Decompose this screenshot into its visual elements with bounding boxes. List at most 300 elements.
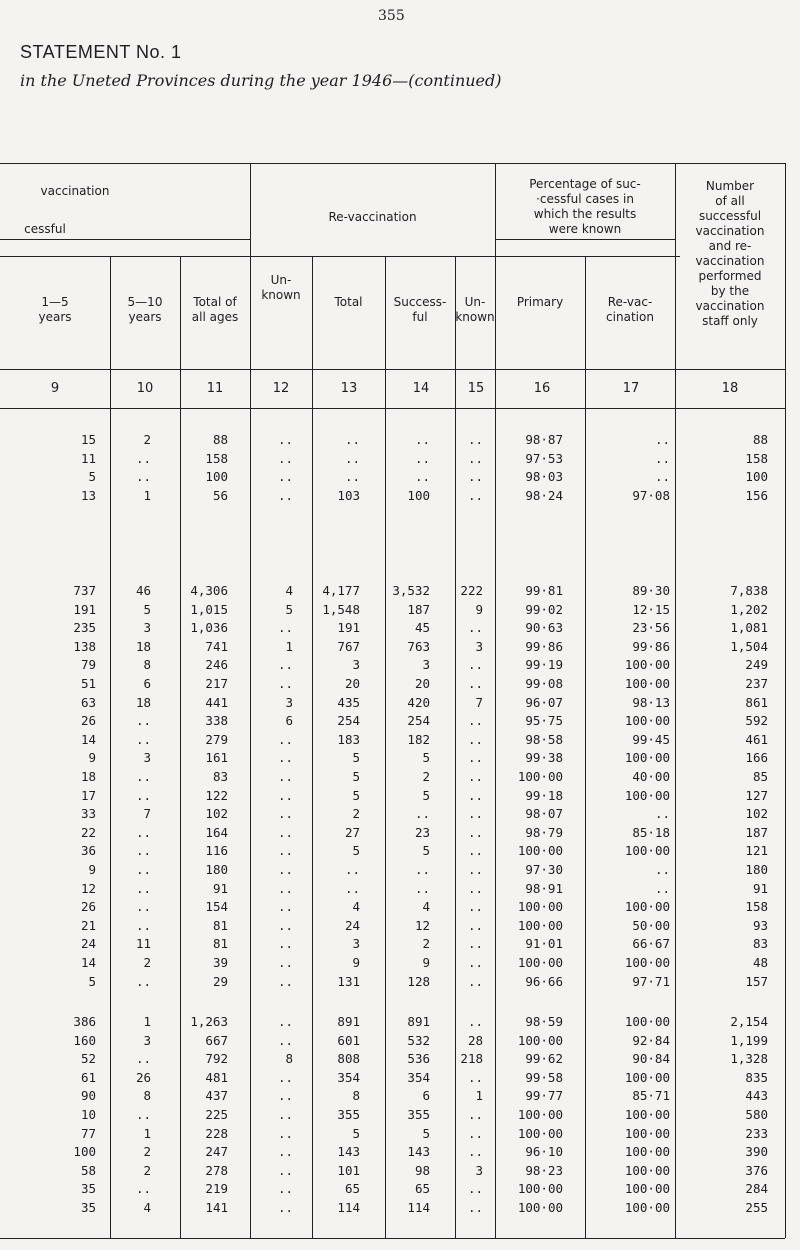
table-cell: 9 [88, 862, 96, 877]
table-cell: .. [467, 487, 483, 503]
table-cell: 237 [745, 676, 768, 691]
table-cell: 29 [212, 973, 228, 989]
table-cell: 100·00 [624, 899, 670, 915]
table-cell: 5 [285, 601, 293, 617]
table-cell: 154 [205, 899, 228, 915]
table-cell: 1,202 [730, 601, 768, 617]
table-cell: .. [135, 917, 151, 933]
table-cell: 36 [80, 843, 96, 859]
table-cell: 2 [143, 1144, 151, 1160]
table-cell: 100·00 [517, 1107, 563, 1122]
table-cell: .. [135, 843, 151, 859]
table-cell: .. [414, 432, 430, 447]
table-cell: .. [467, 731, 483, 747]
table-cell: 7 [475, 694, 483, 710]
table-cell: .. [277, 1144, 293, 1160]
table-cell: 9 [88, 750, 96, 766]
table-cell: .. [654, 432, 670, 447]
table-cell: 1 [143, 487, 151, 503]
table-cell: 156 [745, 487, 768, 503]
table-cell: .. [135, 824, 151, 840]
table-cell: 100·00 [517, 899, 563, 915]
page-number: 355 [378, 8, 405, 24]
table-cell: 235 [73, 620, 96, 636]
table-cell: 85·18 [632, 824, 670, 840]
table-cell: 91 [212, 880, 228, 896]
table-cell: 7 [143, 806, 151, 822]
table-cell: .. [277, 862, 293, 877]
table-cell: 66·67 [632, 936, 670, 952]
table-cell: 5 [352, 1125, 360, 1141]
table-cell: .. [135, 713, 151, 729]
table-cell: 6 [285, 713, 293, 729]
table-cell: 180 [745, 862, 768, 877]
col-header-primary: Primary [516, 295, 564, 309]
table-cell: 39 [212, 955, 228, 970]
table-cell: 99·08 [525, 676, 563, 691]
table-cell: 233 [745, 1125, 768, 1141]
table-cell: 2 [143, 432, 151, 447]
table-cell: .. [135, 1107, 151, 1122]
table-cell: .. [135, 469, 151, 485]
table-cell: 18 [80, 769, 96, 784]
table-cell: 5 [143, 601, 151, 617]
table-cell: 166 [745, 750, 768, 766]
table-cell: .. [277, 936, 293, 952]
table-cell: 228 [205, 1125, 228, 1141]
table-cell: 100·00 [624, 787, 670, 803]
table-cell: 1 [143, 1014, 151, 1029]
table-cell: 21 [80, 917, 96, 933]
table-cell: .. [277, 1125, 293, 1141]
table-cell: 128 [407, 973, 430, 989]
table-cell: .. [467, 450, 483, 466]
table-cell: .. [277, 1200, 293, 1215]
table-cell: 180 [205, 862, 228, 877]
table-cell: 138 [73, 638, 96, 654]
table-cell: 35 [80, 1181, 96, 1197]
table-cell: 24 [344, 917, 360, 933]
table-cell: 81 [212, 936, 228, 952]
table-cell: 90·63 [525, 620, 563, 636]
table-cell: 158 [205, 450, 228, 466]
table-cell: .. [344, 450, 360, 466]
table-cell: 225 [205, 1107, 228, 1122]
table-cell: .. [277, 880, 293, 896]
table-cell: 6 [422, 1088, 430, 1104]
table-cell: 218 [460, 1051, 483, 1067]
table-cell: 861 [745, 694, 768, 710]
table-cell: 737 [73, 583, 96, 598]
table-cell: 65 [344, 1181, 360, 1197]
table-cell: 7,838 [730, 583, 768, 598]
table-cell: 98·07 [525, 806, 563, 822]
table-cell: .. [654, 450, 670, 466]
column-number: 15 [467, 381, 485, 396]
table-cell: 158 [745, 450, 768, 466]
table-cell: 279 [205, 731, 228, 747]
table-cell: 85·71 [632, 1088, 670, 1104]
table-cell: 187 [407, 601, 430, 617]
table-cell: 33 [80, 806, 96, 822]
table-cell: 98·24 [525, 487, 563, 503]
table-cell: 56 [212, 487, 228, 503]
table-cell: 3 [352, 936, 360, 952]
table-cell: 4 [352, 899, 360, 915]
table-cell: 65 [414, 1181, 430, 1197]
table-cell: 50·00 [632, 917, 670, 933]
table-cell: .. [344, 432, 360, 447]
table-cell: 100·00 [517, 917, 563, 933]
table-cell: .. [467, 917, 483, 933]
table-cell: 1,548 [322, 601, 360, 617]
table-cell: 247 [205, 1144, 228, 1160]
table-cell: .. [135, 787, 151, 803]
table-cell: 1,199 [730, 1032, 768, 1048]
table-cell: 100·00 [624, 1069, 670, 1085]
table-cell: 143 [337, 1144, 360, 1160]
table-cell: 17 [80, 787, 96, 803]
table-cell: 100·00 [624, 750, 670, 766]
table-cell: 131 [337, 973, 360, 989]
table-cell: .. [414, 450, 430, 466]
table-cell: 1,015 [190, 601, 228, 617]
table-cell: 98·91 [525, 880, 563, 896]
table-cell: 2 [143, 1162, 151, 1178]
table-cell: 99·86 [525, 638, 563, 654]
table-cell: 99·86 [632, 638, 670, 654]
table-cell: 12·15 [632, 601, 670, 617]
table-cell: 1 [475, 1088, 483, 1104]
table-cell: 89·30 [632, 583, 670, 598]
statement-subtitle: in the Uneted Provinces during the year 1946—(continued) [20, 71, 502, 90]
table-cell: 58 [80, 1162, 96, 1178]
table-cell: 100·00 [624, 1144, 670, 1160]
table-cell: .. [414, 880, 430, 896]
column-number: 18 [721, 381, 739, 396]
table-cell: 255 [745, 1200, 768, 1215]
table-cell: 5 [352, 769, 360, 784]
table-cell: .. [344, 880, 360, 896]
group-header-revaccination: Re-vaccination [328, 210, 417, 224]
table-cell: 182 [407, 731, 430, 747]
table-cell: 4 [143, 1200, 151, 1215]
table-cell: .. [467, 1200, 483, 1215]
table-cell: 100·00 [517, 843, 563, 859]
table-cell: 99·81 [525, 583, 563, 598]
table-cell: .. [277, 955, 293, 970]
table-cell: 161 [205, 750, 228, 766]
table-cell: 437 [205, 1088, 228, 1104]
table-cell: 100·00 [624, 676, 670, 691]
table-cell: .. [277, 973, 293, 989]
table-cell: 45 [414, 620, 430, 636]
table-cell: 26 [80, 899, 96, 915]
table-cell: 1,081 [730, 620, 768, 636]
table-cell: .. [414, 862, 430, 877]
table-cell: .. [344, 862, 360, 877]
table-cell: .. [467, 676, 483, 691]
table-cell: 767 [337, 638, 360, 654]
table-cell: .. [135, 1051, 151, 1067]
table-cell: 222 [460, 583, 483, 598]
table-cell: 96·10 [525, 1144, 563, 1160]
table-cell: 5 [352, 787, 360, 803]
table-cell: .. [277, 657, 293, 673]
table-cell: 532 [407, 1032, 430, 1048]
table-cell: .. [277, 917, 293, 933]
table-cell: .. [277, 731, 293, 747]
column-number: 16 [533, 381, 551, 396]
table-cell: 93 [752, 917, 768, 933]
column-number: 13 [340, 381, 358, 396]
table-cell: 99·45 [632, 731, 670, 747]
statement-title: STATEMENT No. 1 [20, 42, 182, 62]
table-cell: .. [467, 880, 483, 896]
table-cell: 100·00 [624, 1200, 670, 1215]
table-cell: 763 [407, 638, 430, 654]
table-cell: 100·00 [624, 1107, 670, 1122]
table-cell: 102 [745, 806, 768, 822]
table-cell: 85 [752, 769, 768, 784]
table-cell: 4 [422, 899, 430, 915]
table-cell: 338 [205, 713, 228, 729]
col-header-unknown: Un- known [261, 273, 301, 302]
table-cell: 891 [407, 1014, 430, 1029]
column-number: 10 [136, 381, 154, 396]
table-cell: 1 [143, 1125, 151, 1141]
table-cell: 2 [422, 769, 430, 784]
table-cell: .. [277, 1069, 293, 1085]
table-cell: 20 [414, 676, 430, 691]
table-cell: 63 [80, 694, 96, 710]
table-cell: 2 [422, 936, 430, 952]
column-number: 11 [206, 381, 224, 396]
table-cell: .. [277, 843, 293, 859]
table-cell: 116 [205, 843, 228, 859]
table-cell: 792 [205, 1051, 228, 1067]
table-cell: 99·19 [525, 657, 563, 673]
table-cell: .. [277, 1162, 293, 1178]
table-cell: 741 [205, 638, 228, 654]
col-header-5-10-years: 5—10 years [127, 295, 163, 324]
table-cell: 52 [80, 1051, 96, 1067]
table-cell: .. [467, 432, 483, 447]
table-cell: 354 [407, 1069, 430, 1085]
table-cell: 98·59 [525, 1014, 563, 1029]
table-cell: .. [277, 1014, 293, 1029]
table-cell: 121 [745, 843, 768, 859]
table-cell: .. [467, 769, 483, 784]
col-header-revac: Re-vac- cination [606, 295, 654, 324]
table-cell: .. [467, 824, 483, 840]
table-cell: 61 [80, 1069, 96, 1085]
table-cell: 5 [88, 469, 96, 485]
table-cell: 386 [73, 1014, 96, 1029]
group-header-number: Number of all successful vaccination and re- vaccination performed by the vaccination staff only [695, 179, 765, 328]
table-cell: 9 [352, 955, 360, 970]
table-cell: 808 [337, 1051, 360, 1067]
table-cell: 164 [205, 824, 228, 840]
table-cell: 667 [205, 1032, 228, 1048]
table-cell: 217 [205, 676, 228, 691]
table-cell: 355 [337, 1107, 360, 1122]
table-cell: 90 [80, 1088, 96, 1104]
table-cell: .. [414, 806, 430, 822]
table-cell: 102 [205, 806, 228, 822]
table-cell: .. [135, 899, 151, 915]
table-cell: 40·00 [632, 769, 670, 784]
table-cell: 97·71 [632, 973, 670, 989]
table-cell: 354 [337, 1069, 360, 1085]
col-header-successful: Success- ful [393, 295, 447, 324]
table-cell: 580 [745, 1107, 768, 1122]
table-cell: 100·00 [624, 955, 670, 970]
table-cell: 157 [745, 973, 768, 989]
table-cell: 4,177 [322, 583, 360, 598]
table-cell: 3 [143, 750, 151, 766]
table-cell: 254 [337, 713, 360, 729]
table-cell: .. [277, 620, 293, 636]
table-cell: 101 [337, 1162, 360, 1178]
table-cell: .. [344, 469, 360, 485]
table-cell: 100 [73, 1144, 96, 1160]
table-cell: 114 [407, 1200, 430, 1215]
table-cell: 5 [422, 843, 430, 859]
table-cell: 3 [475, 1162, 483, 1178]
table-cell: .. [277, 469, 293, 485]
table-cell: 592 [745, 713, 768, 729]
table-cell: 26 [135, 1069, 151, 1085]
table-cell: .. [467, 713, 483, 729]
table-cell: .. [467, 620, 483, 636]
table-cell: 92·84 [632, 1032, 670, 1048]
col-header-unknown-2: Un- known [455, 295, 495, 324]
table-cell: 1 [285, 638, 293, 654]
table-cell: 99·77 [525, 1088, 563, 1104]
table-cell: 97·53 [525, 450, 563, 466]
table-cell: 77 [80, 1125, 96, 1141]
table-cell: .. [467, 1014, 483, 1029]
table-cell: .. [467, 973, 483, 989]
table-cell: 98·13 [632, 694, 670, 710]
table-cell: 481 [205, 1069, 228, 1085]
col-header-total-all-ages: Total of all ages [191, 295, 239, 324]
table-cell: 249 [745, 657, 768, 673]
table-cell: 81 [212, 917, 228, 933]
table-cell: 284 [745, 1181, 768, 1197]
table-cell: 88 [212, 432, 228, 447]
table-cell: 14 [80, 731, 96, 747]
table-cell: 20 [344, 676, 360, 691]
table-cell: 96·07 [525, 694, 563, 710]
table-cell: 98·58 [525, 731, 563, 747]
table-cell: 435 [337, 694, 360, 710]
table-cell: 15 [80, 432, 96, 447]
table-cell: 122 [205, 787, 228, 803]
table-cell: 100·00 [624, 713, 670, 729]
table-cell: .. [467, 1125, 483, 1141]
table-cell: 5 [352, 750, 360, 766]
table-cell: .. [277, 450, 293, 466]
column-number: 14 [412, 381, 430, 396]
table-cell: 158 [745, 899, 768, 915]
table-cell: 191 [73, 601, 96, 617]
table-cell: .. [467, 806, 483, 822]
table-cell: 12 [80, 880, 96, 896]
table-cell: 88 [752, 432, 768, 447]
table-cell: 8 [143, 1088, 151, 1104]
table-cell: .. [135, 1181, 151, 1197]
table-cell: 141 [205, 1200, 228, 1215]
table-cell: .. [467, 899, 483, 915]
table-cell: .. [277, 1181, 293, 1197]
table-cell: 28 [467, 1032, 483, 1048]
table-cell: 98·23 [525, 1162, 563, 1178]
table-cell: .. [467, 787, 483, 803]
table-cell: 100·00 [624, 1162, 670, 1178]
table-cell: 1,263 [190, 1014, 228, 1029]
table-cell: 3,532 [392, 583, 430, 598]
table-cell: .. [277, 1107, 293, 1122]
table-cell: .. [467, 955, 483, 970]
table-cell: 96·66 [525, 973, 563, 989]
table-cell: 461 [745, 731, 768, 747]
table-cell: .. [277, 1032, 293, 1048]
table-cell: 246 [205, 657, 228, 673]
table-cell: 14 [80, 955, 96, 970]
table-cell: 390 [745, 1144, 768, 1160]
table-cell: 376 [745, 1162, 768, 1178]
group-header-percentage: Percentage of suc- ·cessful cases in which the results were known [529, 177, 641, 236]
table-cell: 114 [337, 1200, 360, 1215]
table-cell: 98·87 [525, 432, 563, 447]
table-cell: .. [654, 862, 670, 877]
table-cell: 2 [143, 955, 151, 970]
table-cell: 26 [80, 713, 96, 729]
table-cell: .. [467, 750, 483, 766]
table-cell: 11 [80, 450, 96, 466]
table-cell: 420 [407, 694, 430, 710]
column-number: 17 [622, 381, 640, 396]
table-cell: 100 [205, 469, 228, 485]
table-cell: 3 [285, 694, 293, 710]
table-cell: 601 [337, 1032, 360, 1048]
table-cell: .. [135, 880, 151, 896]
table-cell: 4,306 [190, 583, 228, 598]
table-cell: 99·02 [525, 601, 563, 617]
table-cell: 100 [745, 469, 768, 485]
table-cell: .. [277, 769, 293, 784]
table-cell: 98 [414, 1162, 430, 1178]
table-cell: 95·75 [525, 713, 563, 729]
table-cell: 99·38 [525, 750, 563, 766]
table-cell: 100·00 [517, 955, 563, 970]
table-cell: .. [467, 862, 483, 877]
table-cell: 3 [143, 620, 151, 636]
table-cell: .. [277, 750, 293, 766]
table-cell: 3 [143, 1032, 151, 1048]
table-cell: 8 [143, 657, 151, 673]
table-cell: 48 [752, 955, 768, 970]
table-cell: 1,328 [730, 1051, 768, 1067]
table-cell: 99·58 [525, 1069, 563, 1085]
table-cell: 5 [422, 750, 430, 766]
table-cell: .. [277, 487, 293, 503]
table-cell: 90·84 [632, 1051, 670, 1067]
column-number: 12 [272, 381, 290, 396]
table-cell: .. [135, 450, 151, 466]
